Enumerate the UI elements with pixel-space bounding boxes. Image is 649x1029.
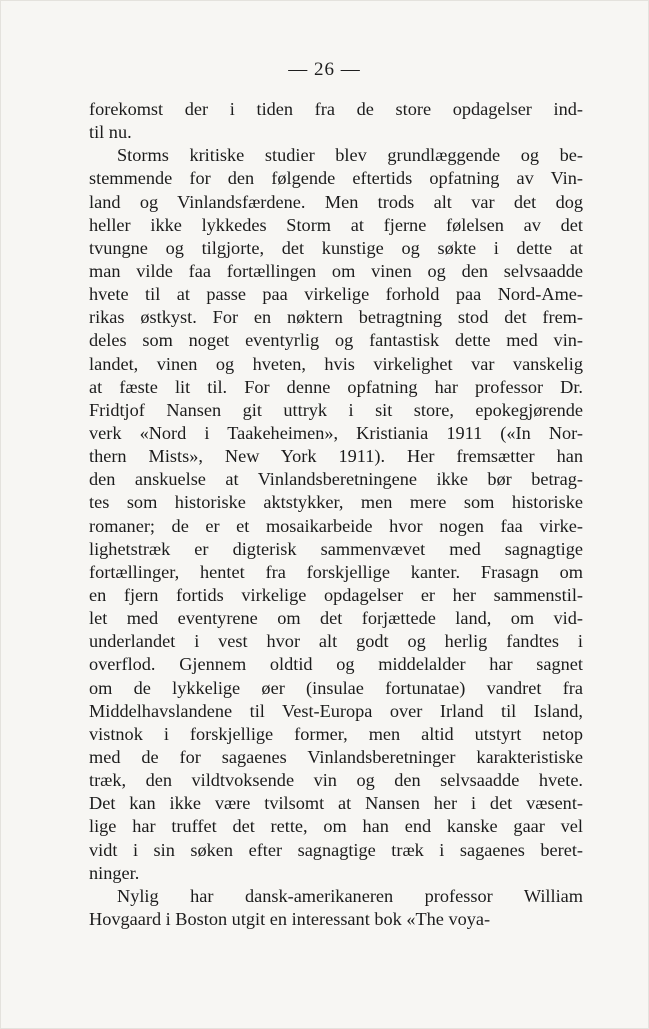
- text-line: tes som historiske aktstykker, men mere som historiske: [89, 492, 583, 513]
- text-line: thern Mists», New York 1911). Her fremsætter han: [89, 446, 583, 467]
- text-line: ninger.: [89, 862, 140, 883]
- text-line: forekomst der i tiden fra de store opdagelser ind-: [89, 99, 583, 119]
- text-line: fortællinger, hentet fra forskjellige kanter. Frasagn om: [89, 561, 583, 582]
- text-line: vidt i sin søken efter sagnagtige træk i sagaenes beret-: [89, 839, 583, 860]
- text-line: Fridtjof Nansen git uttryk i sit store, epokegjørende: [89, 399, 583, 420]
- text-line: let med eventyrene om det forjættede land, om vid-: [89, 608, 583, 629]
- text-line: romaner; de er et mosaikarbeide hvor nogen faa virke-: [89, 515, 583, 536]
- text-line: en fjern fortids virkelige opdagelser er her sammenstil-: [89, 584, 583, 605]
- text-line: vistnok i forskjellige former, men altid utstyrt netop: [89, 723, 583, 744]
- text-line: deles som noget eventyrlig og fantastisk dette med vin-: [89, 330, 583, 351]
- paragraph: [89, 144, 583, 885]
- text-line: rikas østkyst. For en nøktern betragtning stod det frem-: [89, 307, 583, 328]
- text-line: stemmende for den følgende eftertids opfatning av Vin-: [89, 168, 583, 189]
- text-line: land og Vinlandsfærdene. Men trods alt var det dog: [89, 191, 583, 212]
- text-line: Storms kritiske studier blev grundlæggende og be-: [117, 145, 583, 166]
- text-line: Hovgaard i Boston utgit en interessant bok «The voya-: [89, 908, 491, 929]
- text-line: den anskuelse at Vinlandsberetningene ikke bør betrag-: [89, 469, 583, 490]
- body-text: [89, 98, 583, 931]
- text-line: man vilde faa fortællingen om vinen og den selvsaadde: [89, 260, 583, 281]
- paragraph: [89, 885, 583, 931]
- text-line: tvungne og tilgjorte, det kunstige og søkte i dette at: [89, 237, 583, 258]
- text-line: heller ikke lykkedes Storm at fjerne følelsen av det: [89, 214, 583, 235]
- text-line: overflod. Gjennem oldtid og middelalder har sagnet: [89, 654, 583, 675]
- text-line: lige har truffet det rette, om han end kanske gaar vel: [89, 816, 583, 837]
- text-line: at fæste lit til. For denne opfatning har professor Dr.: [89, 376, 583, 397]
- text-line: Nylig har dansk-amerikaneren professor William: [117, 885, 583, 906]
- page-number: — 26 —: [288, 59, 361, 80]
- paragraph: [89, 98, 583, 144]
- text-line: Det kan ikke være tvilsomt at Nansen her i det væsent-: [89, 793, 583, 814]
- text-line: om de lykkelige øer (insulae fortunatae) vandret fra: [89, 677, 583, 698]
- text-line: underlandet i vest hvor alt godt og herlig fandtes i: [89, 631, 583, 652]
- text-line: lighetstræk er digterisk sammenvævet med sagnagtige: [89, 538, 583, 559]
- text-line: til nu.: [89, 122, 132, 143]
- text-line: landet, vinen og hveten, hvis virkelighet var vanskelig: [89, 353, 583, 374]
- text-line: verk «Nord i Taakeheimen», Kristiania 1911 («In Nor-: [89, 422, 583, 443]
- text-line: hvete til at passe paa virkelige forhold paa Nord-Ame-: [89, 284, 583, 305]
- text-line: med de for sagaenes Vinlandsberetninger karakteristiske: [89, 746, 583, 767]
- text-line: Middelhavslandene til Vest-Europa over Irland til Island,: [89, 700, 583, 721]
- text-line: træk, den vildtvoksende vin og den selvsaadde hvete.: [89, 770, 583, 791]
